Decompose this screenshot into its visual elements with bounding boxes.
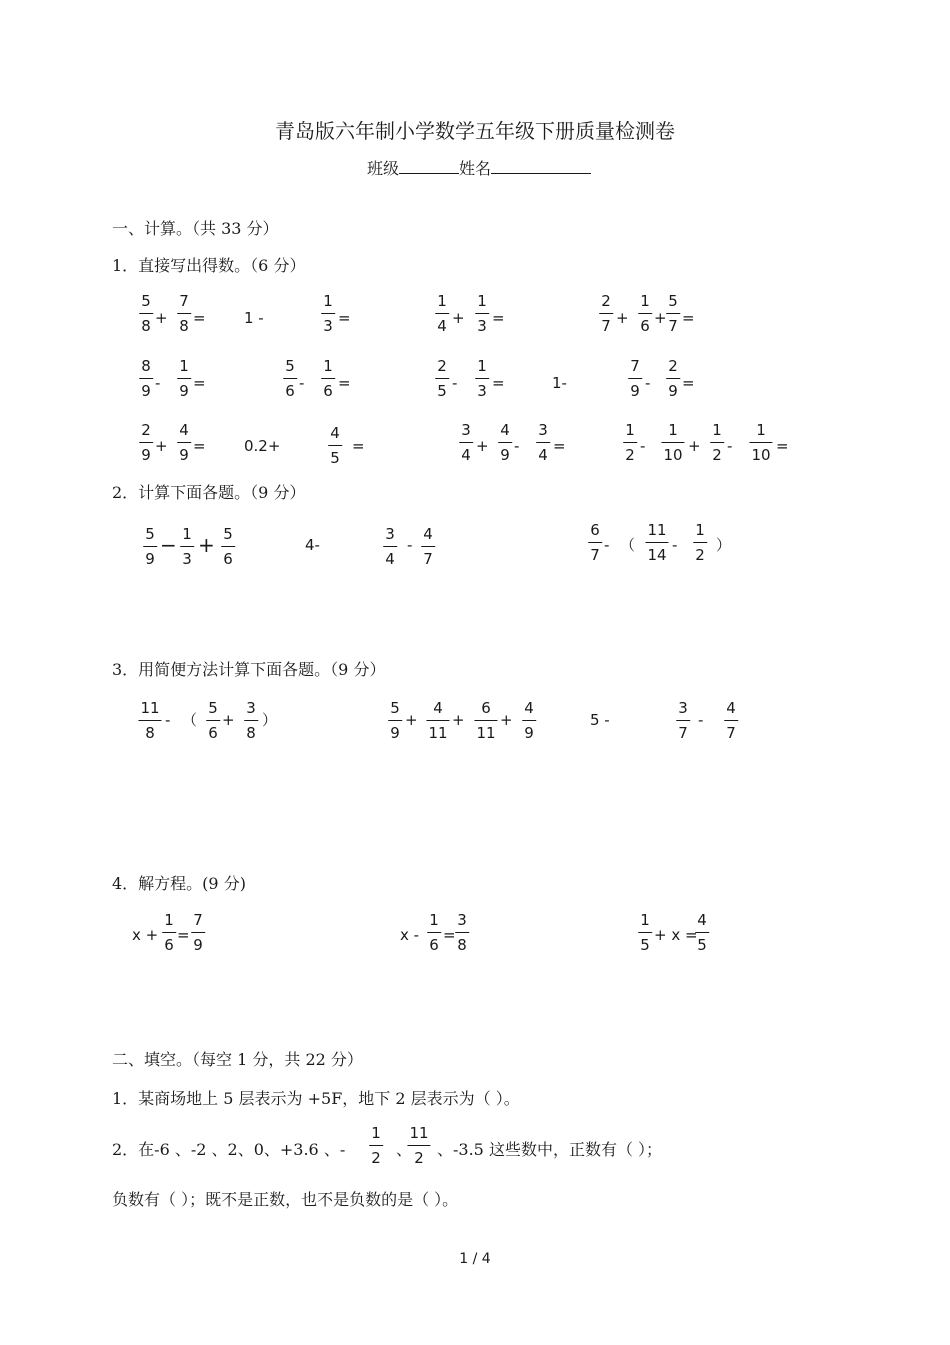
numerator: 1 (429, 911, 439, 929)
fraction-bar (369, 1145, 383, 1146)
fraction-bar (474, 720, 497, 721)
fraction-bar (588, 542, 602, 543)
numerator: 1 (164, 911, 174, 929)
denominator: 7 (423, 550, 433, 568)
numerator: 2 (437, 357, 447, 375)
fraction-bar (666, 378, 680, 379)
fraction-r1-3 (435, 293, 449, 335)
fraction-r2-0 (139, 358, 153, 400)
numerator: 7 (179, 292, 189, 310)
numerator: 1 (477, 292, 487, 310)
fraction-bar (628, 378, 642, 379)
denominator: 5 (697, 936, 707, 954)
operator-five_minus: 5 - (590, 711, 610, 729)
fraction-r3-2 (328, 425, 342, 467)
fraction-r3-8 (710, 422, 724, 464)
denominator: 9 (179, 446, 189, 464)
fraction-q4-4 (638, 912, 652, 954)
denominator: 6 (164, 936, 174, 954)
fraction-bar (599, 313, 613, 314)
fraction-bar (435, 313, 449, 314)
numerator: 4 (433, 699, 443, 717)
denominator: 6 (285, 382, 295, 400)
denominator: 9 (141, 382, 151, 400)
numerator: 4 (423, 525, 433, 543)
fraction-bar (724, 720, 738, 721)
operator-x_minus: x - (400, 926, 420, 944)
fraction-bar (421, 546, 435, 547)
operator-eq: = (193, 374, 206, 392)
operator-x_plus: x + (132, 926, 159, 944)
operator-minus: - (645, 374, 651, 392)
fraction-bar (459, 442, 473, 443)
numerator: 3 (457, 911, 467, 929)
fraction-bar (475, 313, 489, 314)
numerator: 4 (330, 424, 340, 442)
denominator: 5 (330, 449, 340, 467)
fraction-bar (180, 546, 194, 547)
fraction-r3-6 (623, 422, 637, 464)
name-label: 姓名 (459, 159, 492, 178)
fraction-bar (427, 932, 441, 933)
fraction-bar (177, 378, 191, 379)
fraction-r3-0 (139, 422, 153, 464)
operator-lp: （ (182, 711, 198, 729)
fraction-bar (695, 932, 709, 933)
fraction-bar (139, 442, 153, 443)
operator-plus: + (476, 437, 489, 455)
fraction-q2-5 (588, 522, 602, 564)
fraction-bar (498, 442, 512, 443)
fraction-bar (710, 442, 724, 443)
operator-minus: - (672, 536, 678, 554)
fraction-q4-1 (191, 912, 205, 954)
fill-item-2c: 、-3.5 这些数中，正数有（ ）； (437, 1140, 663, 1159)
denominator: 7 (668, 317, 678, 335)
denominator: 14 (647, 546, 667, 564)
fraction-r2-4 (435, 358, 449, 400)
numerator: 1 (756, 421, 766, 439)
fraction-q3-5 (474, 700, 497, 742)
fraction-q2-0 (143, 526, 157, 568)
numerator: 2 (668, 357, 678, 375)
fraction-q3-6 (522, 700, 536, 742)
fraction-r3-4 (498, 422, 512, 464)
fraction-bar (388, 720, 402, 721)
fraction-bar (328, 445, 342, 446)
fraction-bar (283, 378, 297, 379)
fraction-r2-7 (666, 358, 680, 400)
fraction-q2-3 (383, 526, 397, 568)
numerator: 1 (371, 1124, 381, 1142)
numerator: 3 (385, 525, 395, 543)
denominator: 9 (390, 724, 400, 742)
fraction-bar (383, 546, 397, 547)
denominator: 8 (141, 317, 151, 335)
operator-minus: - (165, 711, 171, 729)
denominator: 3 (323, 317, 333, 335)
operator-plus: + (155, 437, 168, 455)
numerator: 1 (477, 357, 487, 375)
operator-plus: + (405, 711, 418, 729)
denominator: 3 (477, 317, 487, 335)
denominator: 9 (179, 382, 189, 400)
denominator: 3 (477, 382, 487, 400)
fraction-bar (177, 313, 191, 314)
fraction-q2-6 (645, 522, 668, 564)
numerator: 4 (726, 699, 736, 717)
operator-lp: （ (620, 536, 636, 554)
numerator: 1 (712, 421, 722, 439)
fraction-r3-9 (749, 422, 772, 464)
fraction-q3-7 (676, 700, 690, 742)
operator-minus: - (514, 437, 520, 455)
fraction-r2-2 (283, 358, 297, 400)
fraction-bar (666, 313, 680, 314)
fraction-r1-1 (177, 293, 191, 335)
fraction-q3-3 (388, 700, 402, 742)
operator-minus: - (727, 437, 733, 455)
denominator: 8 (179, 317, 189, 335)
fraction-bar (139, 313, 153, 314)
section1-heading: 一、计算。（共 33 分） (112, 219, 279, 238)
fraction-q3-1 (206, 700, 220, 742)
fraction-bar (435, 378, 449, 379)
numerator: 5 (208, 699, 218, 717)
operator-eq: = (338, 309, 351, 327)
denominator: 9 (668, 382, 678, 400)
operator-rp: ） (716, 536, 732, 554)
numerator: 1 (640, 911, 650, 929)
fraction-bar (623, 442, 637, 443)
fraction-bar (749, 442, 772, 443)
operator-minus: - (604, 536, 610, 554)
fraction-r2-3 (321, 358, 335, 400)
fraction-bar (693, 542, 707, 543)
numerator: 4 (524, 699, 534, 717)
fraction-q4-2 (427, 912, 441, 954)
numerator: 6 (481, 699, 491, 717)
fraction-r1-5 (599, 293, 613, 335)
fraction-bar (321, 313, 335, 314)
numerator: 2 (141, 421, 151, 439)
denominator: 6 (208, 724, 218, 742)
denominator: 9 (500, 446, 510, 464)
fraction-bar (206, 720, 220, 721)
numerator: 1 (695, 521, 705, 539)
denominator: 9 (193, 936, 203, 954)
numerator: 1 (323, 357, 333, 375)
fraction-bar (536, 442, 550, 443)
numerator: 5 (285, 357, 295, 375)
operator-one_minus: 1 - (244, 309, 264, 327)
numerator: 4 (697, 911, 707, 929)
fraction-r3-3 (459, 422, 473, 464)
denominator: 9 (630, 382, 640, 400)
denominator: 11 (428, 724, 448, 742)
denominator: 5 (437, 382, 447, 400)
fraction-bar (139, 378, 153, 379)
numerator: 4 (179, 421, 189, 439)
page-footer: 1 / 4 (459, 1251, 491, 1267)
denominator: 6 (640, 317, 650, 335)
operator-eq: = (443, 926, 456, 944)
numerator: 5 (668, 292, 678, 310)
fraction-bar (244, 720, 258, 721)
operator-plus: + (688, 437, 701, 455)
denominator: 3 (182, 550, 192, 568)
fraction-bar (522, 720, 536, 721)
numerator: 11 (140, 699, 160, 717)
operator-plus: + (616, 309, 629, 327)
numerator: 5 (145, 525, 155, 543)
fraction-q3-0 (138, 700, 161, 742)
denominator: 4 (437, 317, 447, 335)
denominator: 5 (640, 936, 650, 954)
numerator: 7 (193, 911, 203, 929)
numerator: 3 (538, 421, 548, 439)
fraction-r1-6 (638, 293, 652, 335)
operator-eq: = (352, 437, 365, 455)
operator-minus: - (155, 374, 161, 392)
denominator: 10 (751, 446, 771, 464)
denominator: 2 (625, 446, 635, 464)
fraction-q2-1 (180, 526, 194, 568)
denominator: 7 (726, 724, 736, 742)
q4-heading: 4．解方程。(9 分) (112, 874, 246, 893)
fraction-q3-4 (426, 700, 449, 742)
denominator: 9 (524, 724, 534, 742)
operator-plus_big: + (198, 533, 215, 557)
operator-eq: = (776, 437, 789, 455)
operator-eq: = (682, 309, 695, 327)
fraction-bar (638, 932, 652, 933)
fraction-bar (661, 442, 684, 443)
operator-plus: + (452, 711, 465, 729)
denominator: 9 (141, 446, 151, 464)
operator-eq: = (193, 309, 206, 327)
operator-eq: = (338, 374, 351, 392)
fraction-r3-5 (536, 422, 550, 464)
numerator: 1 (179, 357, 189, 375)
denominator: 10 (663, 446, 683, 464)
fill-item-2a: 2．在-6 、-2 、2、0、+3.6 、- (112, 1140, 346, 1159)
denominator: 6 (323, 382, 333, 400)
numerator: 2 (601, 292, 611, 310)
operator-eq: = (492, 374, 505, 392)
denominator: 2 (712, 446, 722, 464)
denominator: 11 (476, 724, 496, 742)
denominator: 4 (385, 550, 395, 568)
numerator: 5 (390, 699, 400, 717)
denominator: 4 (461, 446, 471, 464)
fraction-bar (426, 720, 449, 721)
fraction-r1-4 (475, 293, 489, 335)
operator-eq: = (193, 437, 206, 455)
denominator: 7 (678, 724, 688, 742)
numerator: 1 (625, 421, 635, 439)
section2-heading: 二、填空。（每空 1 分，共 22 分） (112, 1050, 363, 1069)
operator-plus_x: + x = (654, 926, 698, 944)
operator-plus: + (500, 711, 513, 729)
fraction-q4-3 (455, 912, 469, 954)
numerator: 7 (630, 357, 640, 375)
fraction-q3-2 (244, 700, 258, 742)
numerator: 4 (500, 421, 510, 439)
operator-minus: - (698, 711, 704, 729)
fraction-q2-2 (221, 526, 235, 568)
q1-heading: 1．直接写出得数。（6 分） (112, 256, 306, 275)
operator-plus: + (452, 309, 465, 327)
denominator: 2 (371, 1149, 381, 1167)
fraction-r2-5 (475, 358, 489, 400)
operator-eq: = (682, 374, 695, 392)
fraction-q4-0 (162, 912, 176, 954)
denominator: 7 (601, 317, 611, 335)
fraction-bar (191, 932, 205, 933)
operator-minus: - (640, 437, 646, 455)
numerator: 11 (409, 1124, 429, 1142)
numerator: 8 (141, 357, 151, 375)
fill-item-1: 1．某商场地上 5 层表示为 +5F，地下 2 层表示为（ ）。 (112, 1089, 520, 1108)
fraction-r2-6 (628, 358, 642, 400)
denominator: 9 (145, 550, 155, 568)
operator-eq: = (177, 926, 190, 944)
fraction-r3-1 (177, 422, 191, 464)
operator-minus: - (407, 536, 413, 554)
denominator: 4 (538, 446, 548, 464)
operator-eq: = (492, 309, 505, 327)
denominator: 2 (695, 546, 705, 564)
fraction-r2-1 (177, 358, 191, 400)
name-blank[interactable] (491, 157, 591, 174)
fill-item-3: 负数有（ ）；既不是正数，也不是负数的是（ ）。 (112, 1190, 459, 1209)
fraction-q2-4 (421, 526, 435, 568)
numerator: 5 (223, 525, 233, 543)
denominator: 6 (223, 550, 233, 568)
fraction-bar (221, 546, 235, 547)
numerator: 6 (590, 521, 600, 539)
fraction-bar (162, 932, 176, 933)
fraction-r1-7 (666, 293, 680, 335)
numerator: 1 (437, 292, 447, 310)
operator-point2plus: 0.2+ (244, 437, 281, 455)
operator-plus: + (155, 309, 168, 327)
fraction-bar (645, 542, 668, 543)
numerator: 1 (668, 421, 678, 439)
numerator: 1 (640, 292, 650, 310)
fill-item-2b: 、 (396, 1140, 413, 1159)
operator-one_minus2: 1- (552, 374, 567, 392)
denominator: 8 (457, 936, 467, 954)
fraction-bar (177, 442, 191, 443)
fraction-q3-8 (724, 700, 738, 742)
fraction-bar (143, 546, 157, 547)
class-label: 班级 (367, 159, 400, 178)
fraction-q2-7 (693, 522, 707, 564)
fraction-bar (475, 378, 489, 379)
fraction-r3-7 (661, 422, 684, 464)
operator-eq: = (553, 437, 566, 455)
operator-minus: - (299, 374, 305, 392)
denominator: 2 (414, 1149, 424, 1167)
denominator: 7 (590, 546, 600, 564)
operator-minus: - (452, 374, 458, 392)
fraction-bar (138, 720, 161, 721)
fraction-bar (321, 378, 335, 379)
fraction-bar (455, 932, 469, 933)
numerator: 3 (246, 699, 256, 717)
fraction-q4-5 (695, 912, 709, 954)
fraction-r1-2 (321, 293, 335, 335)
operator-four_minus: 4- (305, 536, 320, 554)
numerator: 1 (182, 525, 192, 543)
fraction-s2-0 (369, 1125, 383, 1167)
fraction-bar (638, 313, 652, 314)
page-title: 青岛版六年制小学数学五年级下册质量检测卷 (275, 119, 675, 143)
denominator: 8 (145, 724, 155, 742)
numerator: 3 (461, 421, 471, 439)
q3-heading: 3．用简便方法计算下面各题。（9 分） (112, 660, 386, 679)
operator-plus: + (654, 309, 667, 327)
q2-heading: 2．计算下面各题。（9 分） (112, 483, 306, 502)
operator-rp: ） (262, 711, 278, 729)
operator-plus: + (222, 711, 235, 729)
numerator: 11 (647, 521, 667, 539)
numerator: 1 (323, 292, 333, 310)
denominator: 8 (246, 724, 256, 742)
fraction-bar (676, 720, 690, 721)
numerator: 5 (141, 292, 151, 310)
class-blank[interactable] (399, 157, 459, 174)
operator-minus_big: − (160, 533, 177, 557)
class-name-line (367, 157, 591, 180)
denominator: 6 (429, 936, 439, 954)
numerator: 3 (678, 699, 688, 717)
fraction-r1-0 (139, 293, 153, 335)
